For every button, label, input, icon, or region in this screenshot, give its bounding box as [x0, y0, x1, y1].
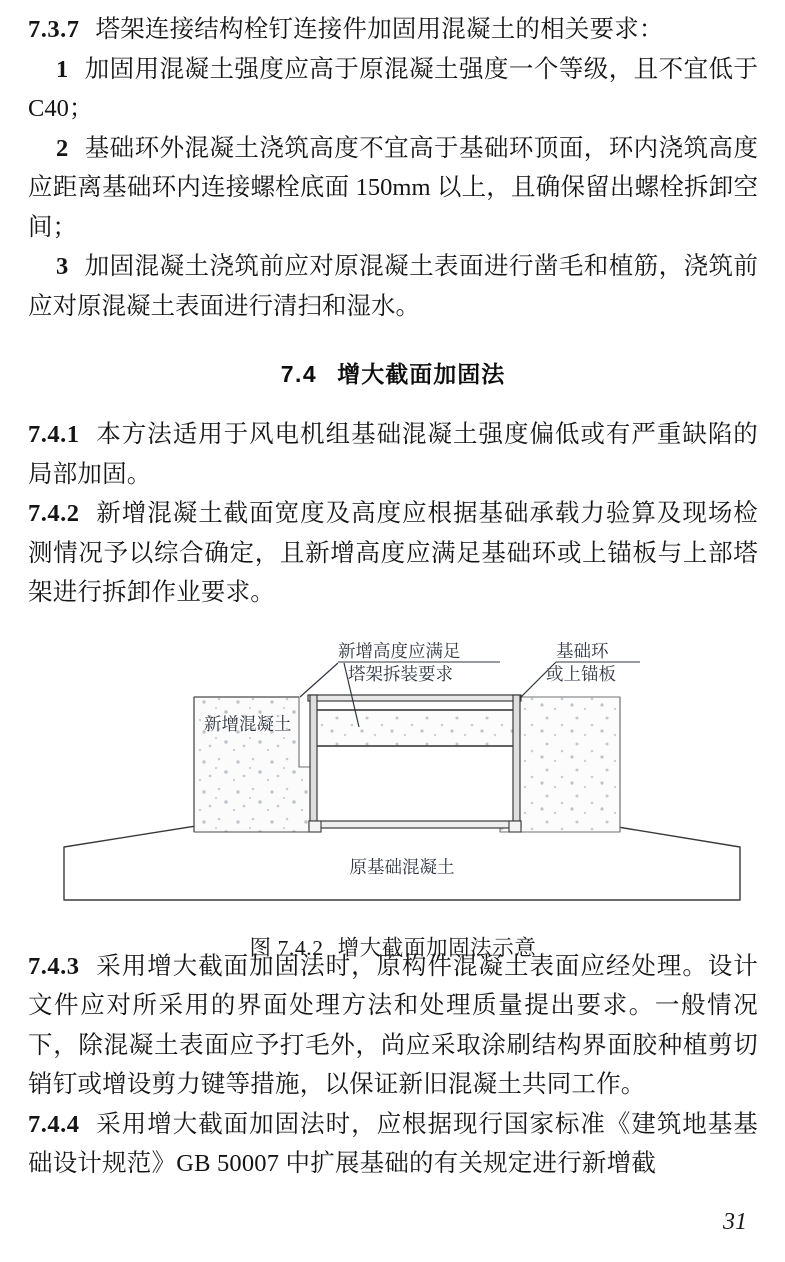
figure-7-4-2 — [28, 635, 758, 960]
list-item-number: 3 — [56, 253, 69, 280]
list-item-number: 2 — [56, 134, 69, 162]
section-number: 7.4 — [280, 361, 318, 387]
clause-text: 采用增大截面加固法时，应根据现行国家标准《建筑地基基础设计规范》GB 50007 中扩展基础的有关规定进行新增截 — [28, 1110, 758, 1177]
list-item-text: 基础环外混凝土浇筑高度不宜高于基础环顶面，环内浇筑高度应距离基础环内连接螺栓底面 150mm 以上，且确保留出螺栓拆卸空间； — [28, 134, 758, 241]
page-content — [28, 10, 758, 1184]
figure-caption-label: 图 7.4.2 — [249, 935, 324, 960]
page-number: 31 — [723, 1209, 747, 1235]
figure-label-original-foundation: 原基础混凝土 — [349, 856, 455, 877]
figure-label-new-height-line1: 新增高度应满足 — [338, 640, 461, 661]
figure-caption — [28, 931, 758, 962]
clause-7-3-7 — [28, 10, 758, 50]
section-title: 增大截面加固法 — [337, 361, 506, 387]
figure-caption-title: 增大截面加固法示意 — [337, 935, 537, 960]
clause-7-4-1 — [28, 415, 758, 494]
figure-label-new-concrete: 新增混凝土 — [204, 713, 292, 734]
list-item-2 — [28, 129, 758, 248]
clause-number: 7.4.1 — [28, 421, 80, 448]
list-item-3 — [28, 247, 758, 326]
clause-number: 7.3.7 — [28, 16, 80, 43]
clause-text: 本方法适用于风电机组基础混凝土强度偏低或有严重缺陷的局部加固。 — [28, 421, 758, 488]
clause-text: 塔架连接结构栓钉连接件加固用混凝土的相关要求： — [95, 16, 664, 43]
list-item-number: 1 — [56, 55, 69, 83]
figure-label-new-height-line2: 塔架拆装要求 — [348, 663, 453, 684]
list-item-text: 加固用混凝土强度应高于原混凝土强度一个等级，且不宜低于 C40； — [28, 55, 758, 122]
clause-text: 新增混凝土截面宽度及高度应根据基础承载力验算及现场检测情况予以综合确定，且新增高度应满足基础环或上锚板与上部塔架进行拆卸作业要求。 — [28, 500, 758, 606]
figure-label-ring-line1: 基础环 — [556, 640, 609, 661]
list-item-1 — [28, 50, 758, 129]
clause-number: 7.4.4 — [28, 1110, 80, 1138]
foundation-ring-structure — [308, 695, 521, 832]
clause-7-4-3 — [28, 947, 758, 1105]
clause-7-4-4 — [28, 1105, 758, 1184]
figure-diagram — [28, 635, 758, 925]
clause-text: 采用增大截面加固法时，原构件混凝土表面应经处理。设计文件应对所采用的界面处理方法和处理质量提出要求。一般情况下，除混凝土表面应予打毛外，尚应采取涂刷结构界面胶种植剪切销钉或增设剪力键等措施，以保证新旧混凝土共同工作。 — [28, 952, 758, 1098]
leader-new-height-left — [300, 663, 338, 697]
list-item-text: 加固混凝土浇筑前应对原混凝土表面进行凿毛和植筋，浇筑前应对原混凝土表面进行清扫和湿水。 — [28, 253, 758, 320]
figure-label-ring-line2: 或上锚板 — [546, 663, 616, 684]
clause-7-4-2 — [28, 494, 758, 613]
section-heading — [28, 356, 758, 389]
clause-number: 7.4.2 — [28, 500, 80, 527]
clause-number: 7.4.3 — [28, 952, 80, 980]
